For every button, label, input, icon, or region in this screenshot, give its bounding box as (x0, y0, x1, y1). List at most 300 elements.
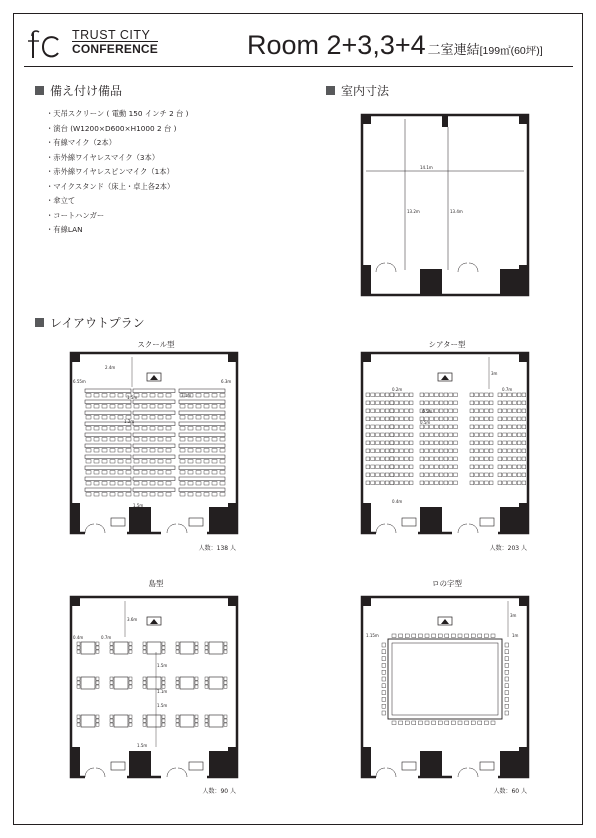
chair (134, 416, 139, 420)
chair (371, 481, 375, 485)
chair (390, 401, 394, 405)
chair (166, 493, 171, 497)
chair (196, 427, 201, 431)
chair (400, 433, 404, 437)
pillar (71, 503, 80, 533)
table (209, 677, 223, 689)
chair (77, 650, 80, 653)
chair (188, 449, 193, 453)
theater-layout-title: シアター型 (428, 340, 466, 349)
chair (498, 481, 502, 485)
chair (110, 405, 115, 409)
chair (508, 393, 512, 397)
chair (503, 481, 507, 485)
desk (85, 444, 131, 448)
chair (489, 473, 493, 477)
chair (404, 433, 408, 437)
chair (205, 685, 208, 688)
chair (498, 425, 502, 429)
chair (404, 465, 408, 469)
desk (133, 433, 175, 437)
chair (470, 393, 474, 397)
dimension-label: 1.5m (137, 743, 148, 748)
chair (390, 465, 394, 469)
chair (86, 438, 91, 442)
chair (404, 409, 408, 413)
chair (454, 425, 458, 429)
chair (150, 493, 155, 497)
chair (77, 723, 80, 726)
chair (449, 425, 453, 429)
chair (390, 393, 394, 397)
chair (150, 460, 155, 464)
chair (491, 721, 495, 725)
chair (126, 405, 131, 409)
chair (380, 465, 384, 469)
equipment-list (46, 107, 189, 238)
chair (212, 449, 217, 453)
chair (371, 393, 375, 397)
chair (517, 473, 521, 477)
chair (409, 441, 413, 445)
chair (126, 460, 131, 464)
chair (212, 493, 217, 497)
chair (94, 493, 99, 497)
chair (376, 417, 380, 421)
chair (409, 417, 413, 421)
chair (158, 471, 163, 475)
chair (102, 493, 107, 497)
dimension-label: 6.5m (422, 409, 433, 414)
dimension-label: 1m (512, 633, 519, 638)
chair (102, 471, 107, 475)
chair (176, 723, 179, 726)
theater-layout-plan (362, 353, 528, 533)
chair (512, 393, 516, 397)
chair (508, 481, 512, 485)
chair (126, 427, 131, 431)
table (147, 642, 161, 654)
desk (133, 477, 175, 481)
table (147, 715, 161, 727)
chair (385, 457, 389, 461)
chair (517, 457, 521, 461)
chair (129, 723, 132, 726)
room-suffix: 二室連結 (427, 42, 480, 57)
chair (470, 433, 474, 437)
chair (224, 681, 227, 684)
chair (439, 449, 443, 453)
chair (409, 457, 413, 461)
chair (382, 650, 386, 654)
desk (179, 400, 225, 404)
chair (143, 677, 146, 680)
chair (445, 634, 449, 638)
chair (475, 401, 479, 405)
chair (444, 417, 448, 421)
chair (96, 685, 99, 688)
chair (205, 723, 208, 726)
chair (522, 433, 526, 437)
chair (439, 441, 443, 445)
chair (484, 433, 488, 437)
dimension-label: 3.6m (127, 617, 138, 622)
chair (522, 457, 526, 461)
chair (503, 433, 507, 437)
chair (94, 416, 99, 420)
chair (508, 401, 512, 405)
chair (512, 481, 516, 485)
chair (195, 681, 198, 684)
chair (512, 417, 516, 421)
chair (371, 441, 375, 445)
chair (196, 449, 201, 453)
chair (166, 427, 171, 431)
chair (503, 441, 507, 445)
chair (196, 405, 201, 409)
chair (439, 481, 443, 485)
chair (142, 438, 147, 442)
chair (176, 650, 179, 653)
chair (134, 449, 139, 453)
chair (382, 704, 386, 708)
chair (409, 473, 413, 477)
chair (512, 409, 516, 413)
chair (366, 433, 370, 437)
chair (224, 646, 227, 649)
chair (376, 457, 380, 461)
chair (196, 460, 201, 464)
chair (196, 438, 201, 442)
chair (430, 449, 434, 453)
chair (418, 721, 422, 725)
chair (110, 427, 115, 431)
chair (418, 634, 422, 638)
chair (180, 427, 185, 431)
pillar (228, 597, 237, 606)
cabinet (480, 762, 494, 770)
chair (180, 438, 185, 442)
chair (390, 417, 394, 421)
chair (162, 642, 165, 645)
chair (470, 449, 474, 453)
chair (475, 433, 479, 437)
chair (212, 471, 217, 475)
chair (449, 393, 453, 397)
chair (212, 438, 217, 442)
chair (420, 481, 424, 485)
chair (143, 681, 146, 684)
chair (380, 441, 384, 445)
desk (85, 411, 131, 415)
dimension-label: 6.55m (73, 379, 86, 384)
chair (180, 416, 185, 420)
chair (94, 438, 99, 442)
pillar (362, 597, 371, 606)
chair (489, 449, 493, 453)
chair (425, 433, 429, 437)
chair (484, 457, 488, 461)
chair (475, 425, 479, 429)
chair (220, 438, 225, 442)
table (147, 677, 161, 689)
chair (110, 677, 113, 680)
chair (204, 427, 209, 431)
chair (430, 441, 434, 445)
chair (142, 405, 147, 409)
chair (489, 425, 493, 429)
chair (385, 481, 389, 485)
chair (505, 697, 509, 701)
chair (110, 681, 113, 684)
chair (438, 634, 442, 638)
chair (118, 416, 123, 420)
chair (400, 441, 404, 445)
chair (142, 394, 147, 398)
chair (371, 433, 375, 437)
chair (395, 473, 399, 477)
chair (400, 401, 404, 405)
cabinet (480, 518, 494, 526)
chair (380, 417, 384, 421)
chair (470, 473, 474, 477)
desk (133, 422, 175, 426)
chair (434, 409, 438, 413)
chair (204, 449, 209, 453)
chair (224, 650, 227, 653)
chair (471, 634, 475, 638)
pillar (129, 507, 151, 533)
chair (376, 393, 380, 397)
chair (205, 719, 208, 722)
chair (505, 657, 509, 661)
chair (212, 427, 217, 431)
chair (380, 457, 384, 461)
chair (445, 721, 449, 725)
chair (118, 394, 123, 398)
chair (522, 401, 526, 405)
chair (489, 401, 493, 405)
chair (404, 481, 408, 485)
chair (439, 393, 443, 397)
chair (196, 493, 201, 497)
chair (522, 473, 526, 477)
chair (385, 425, 389, 429)
chair (150, 471, 155, 475)
chair (439, 409, 443, 413)
chair (176, 642, 179, 645)
pillar (129, 751, 151, 777)
chair (176, 715, 179, 718)
desk (133, 455, 175, 459)
chair (470, 425, 474, 429)
dimension-label: 0.7m (502, 387, 513, 392)
chair (129, 642, 132, 645)
chair (458, 721, 462, 725)
chair (498, 393, 502, 397)
chair (134, 405, 139, 409)
room-name: Room 2+3,3+4 (247, 30, 426, 60)
chair (176, 719, 179, 722)
chair (382, 663, 386, 667)
chair (188, 460, 193, 464)
chair (449, 417, 453, 421)
chair (166, 394, 171, 398)
chair (484, 721, 488, 725)
chair (449, 401, 453, 405)
chair (371, 417, 375, 421)
chair (400, 473, 404, 477)
chair (118, 460, 123, 464)
chair (86, 394, 91, 398)
cabinet (402, 762, 416, 770)
pillar (362, 747, 371, 777)
chair (382, 670, 386, 674)
chair (150, 405, 155, 409)
chair (176, 646, 179, 649)
pillar (420, 751, 442, 777)
chair (143, 646, 146, 649)
chair (395, 425, 399, 429)
pillar (71, 747, 80, 777)
chair (430, 457, 434, 461)
pillar (519, 747, 528, 777)
chair (454, 417, 458, 421)
chair (409, 433, 413, 437)
table (81, 642, 95, 654)
chair (162, 646, 165, 649)
chair (118, 427, 123, 431)
chair (438, 721, 442, 725)
chair (220, 482, 225, 486)
chair (382, 697, 386, 701)
chair (430, 393, 434, 397)
chair (508, 409, 512, 413)
chair (484, 417, 488, 421)
chair (480, 417, 484, 421)
dimension-label: 1.5m (157, 703, 168, 708)
dimensions-heading: 室内寸法 (326, 82, 389, 99)
chair (444, 457, 448, 461)
chair (508, 417, 512, 421)
chair (508, 473, 512, 477)
chair (385, 473, 389, 477)
chair (376, 401, 380, 405)
chair (512, 473, 516, 477)
dimension-label: 1.5m (133, 503, 144, 508)
chair (380, 425, 384, 429)
chair (205, 715, 208, 718)
chair (449, 465, 453, 469)
chair (449, 441, 453, 445)
chair (404, 457, 408, 461)
chair (400, 393, 404, 397)
dimension-label: 0.2m (392, 387, 403, 392)
chair (204, 416, 209, 420)
chair (395, 393, 399, 397)
chair (143, 719, 146, 722)
chair (400, 481, 404, 485)
chair (380, 409, 384, 413)
chair (380, 449, 384, 453)
equipment-item: ・天吊スクリーン ( 電動 150 インチ 2 台 ) (46, 109, 189, 118)
logo-text-bottom: CONFERENCE (72, 42, 159, 56)
chair (449, 473, 453, 477)
chair (150, 394, 155, 398)
chair (204, 493, 209, 497)
chair (376, 473, 380, 477)
chair (126, 493, 131, 497)
chair (480, 401, 484, 405)
chair (196, 471, 201, 475)
table (180, 642, 194, 654)
chair (96, 719, 99, 722)
desk (133, 411, 175, 415)
chair (484, 401, 488, 405)
chair (484, 409, 488, 413)
chair (444, 449, 448, 453)
chair (439, 457, 443, 461)
equipment-item: ・赤外線ワイヤレスマイク（3本） (46, 152, 160, 162)
chair (166, 471, 171, 475)
chair (126, 471, 131, 475)
chair (102, 460, 107, 464)
chair (420, 393, 424, 397)
chair (371, 465, 375, 469)
chair (451, 721, 455, 725)
chair (143, 642, 146, 645)
chair (110, 715, 113, 718)
cabinet (189, 762, 203, 770)
chair (522, 393, 526, 397)
chair (204, 405, 209, 409)
chair (434, 465, 438, 469)
pillar (71, 353, 80, 362)
chair (212, 416, 217, 420)
table (180, 677, 194, 689)
chair (366, 473, 370, 477)
chair (404, 417, 408, 421)
chair (224, 715, 227, 718)
chair (162, 715, 165, 718)
chair (430, 473, 434, 477)
chair (404, 425, 408, 429)
chair (195, 719, 198, 722)
chair (484, 449, 488, 453)
chair (517, 401, 521, 405)
pillar (519, 353, 528, 362)
pillar (362, 503, 371, 533)
chair (480, 441, 484, 445)
chair (195, 685, 198, 688)
chair (517, 425, 521, 429)
desk (133, 466, 175, 470)
chair (505, 691, 509, 695)
chair (480, 449, 484, 453)
chair (212, 482, 217, 486)
chair (366, 401, 370, 405)
pillar (71, 597, 80, 606)
desk (179, 455, 225, 459)
chair (77, 719, 80, 722)
chair (382, 691, 386, 695)
pillar (209, 507, 228, 533)
chair (158, 405, 163, 409)
chair (380, 481, 384, 485)
chair (385, 401, 389, 405)
chair (205, 677, 208, 680)
chair (522, 441, 526, 445)
